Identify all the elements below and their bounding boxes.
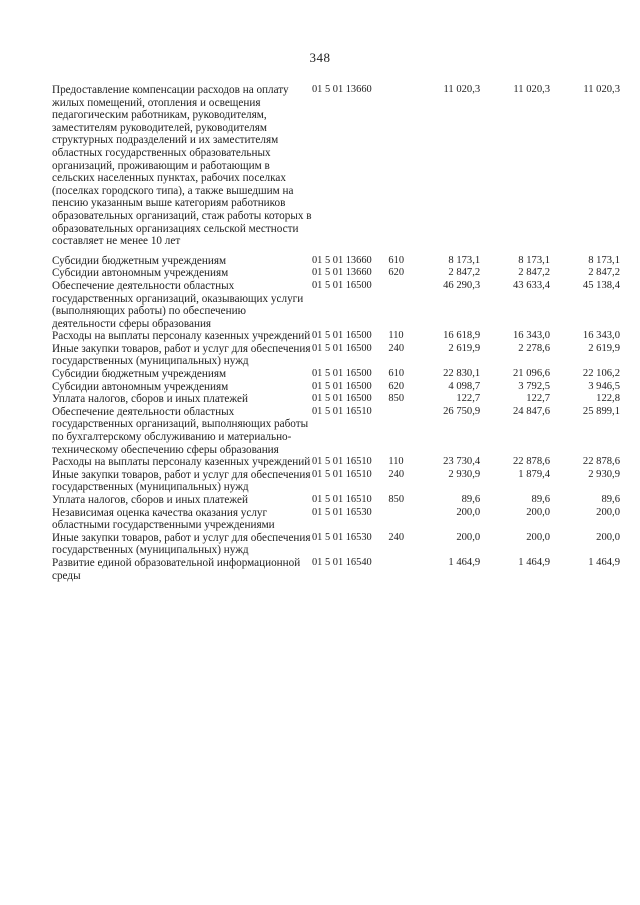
row-name: Иные закупки товаров, работ и услуг для обеспечения государственных (муниципальных) нужд (52, 342, 311, 368)
row-name: Уплата налогов, сборов и иных платежей (52, 393, 248, 406)
table-row (52, 532, 620, 557)
table-row (52, 557, 620, 582)
row-code: 01 5 01 16500 (311, 330, 372, 342)
row-value-1: 22 830,1 (443, 368, 481, 380)
budget-table (52, 84, 620, 582)
row-value-3: 3 946,5 (588, 380, 620, 392)
row-value-2: 43 633,4 (512, 279, 551, 291)
row-value-2: 1 879,4 (518, 468, 551, 480)
row-value-2: 8 173,1 (518, 254, 551, 266)
row-value-2: 200,0 (526, 531, 551, 543)
row-name: Субсидии автономным учреждениям (52, 380, 229, 393)
table-row (52, 456, 620, 469)
row-value-1: 8 173,1 (448, 254, 481, 266)
row-value-3: 22 878,6 (582, 456, 620, 468)
row-value-1: 2 847,2 (448, 267, 481, 279)
row-type: 610 (388, 254, 405, 266)
row-code: 01 5 01 16500 (311, 342, 372, 354)
row-value-2: 3 792,5 (518, 380, 551, 392)
page-number: 348 (309, 50, 331, 65)
row-code: 01 5 01 16510 (311, 468, 372, 480)
row-value-1: 200,0 (456, 531, 481, 543)
table-row (52, 381, 620, 394)
row-value-2: 21 096,6 (512, 368, 551, 380)
table-row (52, 368, 620, 381)
row-value-2: 2 278,6 (518, 342, 551, 354)
row-value-2: 24 847,6 (512, 405, 551, 417)
row-value-1: 16 618,9 (443, 330, 481, 342)
row-value-1: 200,0 (456, 506, 481, 518)
row-value-1: 2 930,9 (448, 468, 481, 480)
row-name: Обеспечение деятельности областных государственных организаций, выполняющих работы по бухгалтерскому обслуживанию и материально-техническому обеспечению сферы образования (52, 405, 309, 456)
row-type: 620 (388, 267, 405, 279)
row-value-1: 23 730,4 (443, 456, 481, 468)
row-value-1: 46 290,3 (443, 279, 481, 291)
row-code: 01 5 01 13660 (311, 84, 372, 95)
row-code: 01 5 01 16530 (311, 531, 372, 543)
row-name: Субсидии автономным учреждениям (52, 267, 229, 280)
table-row (52, 330, 620, 343)
row-value-2: 2 847,2 (518, 267, 551, 279)
row-code: 01 5 01 16510 (311, 456, 372, 468)
row-value-2: 122,7 (526, 393, 551, 405)
row-name: Независимая оценка качества оказания услуг областными государственными учреждениями (52, 506, 275, 532)
row-code: 01 5 01 16510 (311, 494, 372, 505)
row-value-1: 2 619,9 (448, 342, 481, 354)
row-value-1: 26 750,9 (443, 405, 481, 417)
row-value-3: 8 173,1 (588, 254, 620, 266)
row-type (388, 406, 412, 456)
row-code: 01 5 01 13660 (311, 254, 372, 266)
row-type (388, 84, 412, 255)
row-type (388, 557, 412, 582)
row-value-2: 16 343,0 (512, 330, 551, 342)
row-name: Иные закупки товаров, работ и услуг для обеспечения государственных (муниципальных) нужд (52, 531, 311, 557)
row-type: 620 (388, 380, 405, 392)
row-value-1: 89,6 (461, 494, 481, 505)
row-code: 01 5 01 16510 (311, 405, 372, 417)
row-type: 610 (388, 368, 405, 380)
row-type (388, 507, 412, 532)
row-value-2: 200,0 (526, 506, 551, 518)
row-value-3: 200,0 (596, 506, 620, 518)
table-row (52, 507, 620, 532)
row-value-3: 16 343,0 (582, 330, 620, 342)
row-value-1: 1 464,9 (448, 556, 481, 568)
table-row (52, 469, 620, 494)
row-value-1: 11 020,3 (443, 84, 481, 95)
row-value-2: 1 464,9 (518, 556, 551, 568)
row-name: Иные закупки товаров, работ и услуг для обеспечения государственных (муниципальных) нужд (52, 468, 311, 494)
row-name: Предоставление компенсации расходов на оплату жилых помещений, отопления и освещения педагогическим работникам, руководителям, заместителям руководителей, руководителям структурных подразделений и их заместителям областных государственных образовательных организаций, проживающим и работающим в сельских населенных пунктах, рабочих поселках (поселках городского типа), а также вышедшим на пенсию указанным выше категориям работников образовательных организаций, стаж работы которых в образовательных организациях сельской местности составляет не менее 10 лет (52, 84, 312, 248)
row-type: 850 (388, 494, 405, 505)
row-value-3: 2 847,2 (588, 267, 620, 279)
row-type: 240 (388, 342, 405, 354)
row-name: Уплата налогов, сборов и иных платежей (52, 494, 248, 506)
row-name: Субсидии бюджетным учреждениям (52, 254, 227, 267)
row-value-2: 22 878,6 (512, 456, 551, 468)
table-row (52, 280, 620, 330)
row-code: 01 5 01 16500 (311, 368, 372, 380)
table-row (52, 267, 620, 280)
row-type: 240 (388, 468, 405, 480)
row-name: Развитие единой образовательной информационной среды (52, 556, 301, 582)
row-value-3: 89,6 (601, 494, 620, 505)
row-value-3: 45 138,4 (582, 279, 620, 291)
row-value-3: 25 899,1 (582, 405, 620, 417)
table-row (52, 406, 620, 456)
row-name: Обеспечение деятельности областных государственных организаций, оказывающих услуги (выполняющих работы) по обеспечению деятельности сферы образования (52, 279, 304, 330)
row-code: 01 5 01 16500 (311, 393, 372, 405)
row-value-3: 200,0 (596, 531, 620, 543)
row-value-3: 2 619,9 (588, 342, 620, 354)
row-type: 240 (388, 531, 405, 543)
row-value-3: 11 020,3 (583, 84, 620, 95)
table-row (52, 255, 620, 268)
row-value-2: 11 020,3 (513, 84, 551, 95)
row-name: Расходы на выплаты персоналу казенных учреждений (52, 330, 311, 343)
row-value-3: 22 106,2 (582, 368, 620, 380)
row-value-3: 1 464,9 (588, 556, 620, 568)
row-value-2: 89,6 (531, 494, 551, 505)
row-code: 01 5 01 16500 (311, 279, 372, 291)
row-code: 01 5 01 16530 (311, 506, 372, 518)
row-value-3: 122,8 (596, 393, 620, 405)
row-name: Субсидии бюджетным учреждениям (52, 368, 227, 381)
row-type: 850 (388, 393, 405, 405)
row-type (388, 280, 412, 330)
row-value-1: 4 098,7 (448, 380, 481, 392)
row-code: 01 5 01 16500 (311, 380, 372, 392)
row-type: 110 (388, 330, 404, 342)
row-name: Расходы на выплаты персоналу казенных учреждений (52, 456, 311, 469)
table-row (52, 84, 620, 255)
row-code: 01 5 01 13660 (311, 267, 372, 279)
table-row (52, 343, 620, 368)
table-row (52, 494, 620, 507)
row-value-1: 122,7 (456, 393, 481, 405)
table-row (52, 393, 620, 406)
row-code: 01 5 01 16540 (311, 556, 372, 568)
row-type: 110 (388, 456, 404, 468)
row-value-3: 2 930,9 (588, 468, 620, 480)
